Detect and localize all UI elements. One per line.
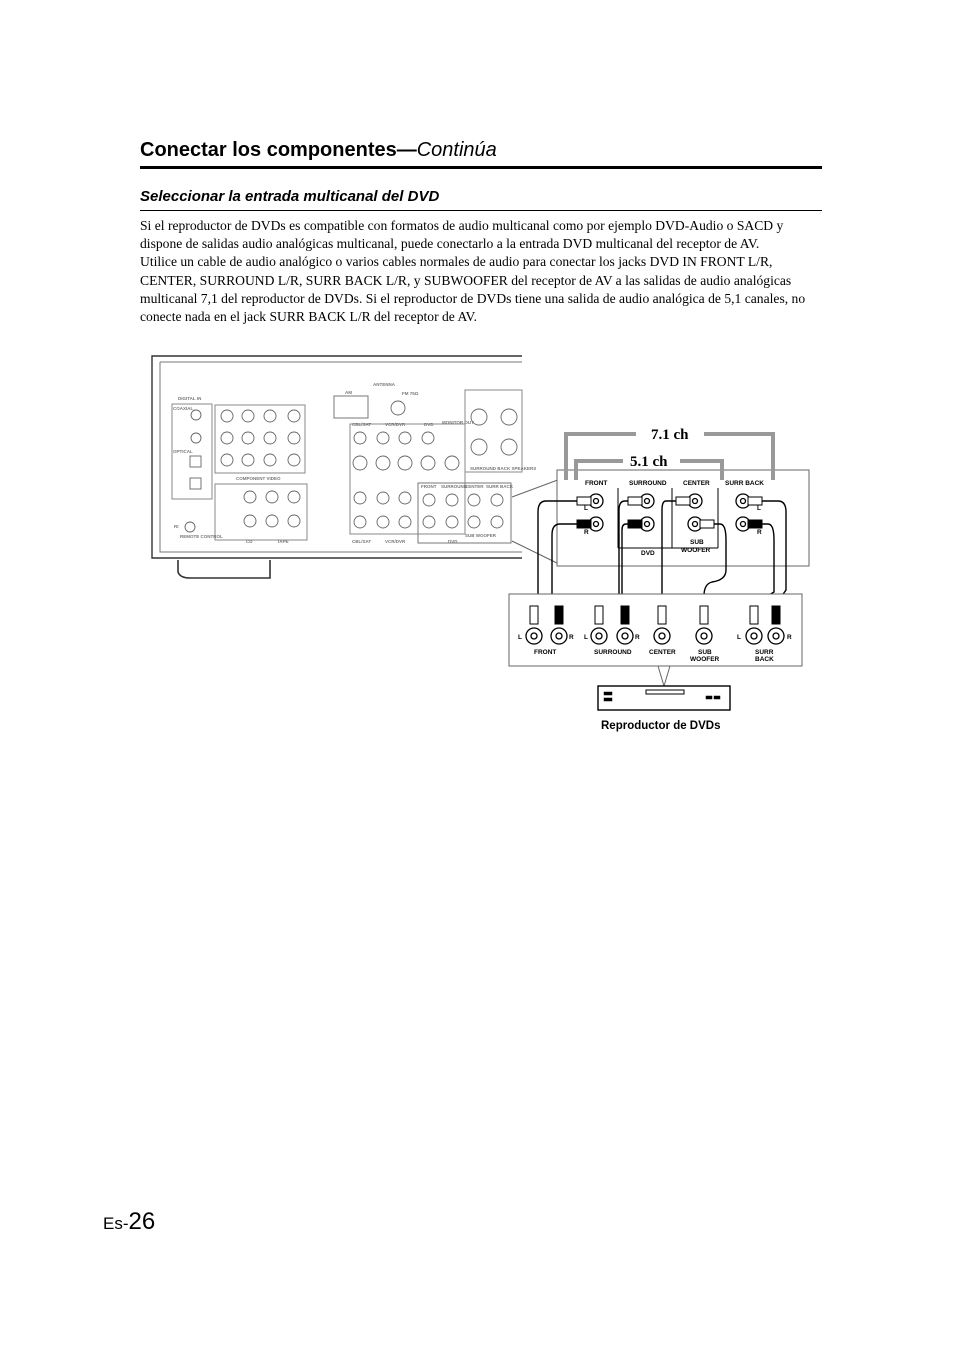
label-5-1-ch: 5.1 ch <box>630 454 668 470</box>
player-l-front: L <box>518 634 522 641</box>
panel-r-label-2: R <box>757 529 762 536</box>
player-sub-label: SUB <box>698 649 712 656</box>
player-r-surr-back: R <box>787 634 792 641</box>
body-text <box>140 217 825 326</box>
lbl-dvd-video: DVD <box>424 422 434 427</box>
lbl-ri: RI <box>174 524 179 529</box>
page-header <box>140 139 822 162</box>
panel-center-label: CENTER <box>683 480 710 487</box>
lbl-optical: OPTICAL <box>173 449 193 454</box>
player-surr-label: SURR <box>755 649 774 656</box>
panel-woofer-label: WOOFER <box>681 547 711 554</box>
receiver-rear-panel <box>152 356 522 578</box>
lbl-dvd-small: DVD <box>448 539 458 544</box>
dvd-player-icon <box>598 686 730 710</box>
panel-r-label-1: R <box>584 529 589 536</box>
player-l-surround: L <box>584 634 588 641</box>
lbl-monitor-out: MONITOR OUT <box>442 420 474 425</box>
panel-surround-label: SURROUND <box>629 480 667 487</box>
label-7-1-ch: 7.1 ch <box>651 427 689 443</box>
lbl-am: AM <box>345 390 352 395</box>
player-r-front: R <box>569 634 574 641</box>
player-r-surround: R <box>635 634 640 641</box>
panel-dvd-label: DVD <box>641 550 655 557</box>
lbl-cbl-sat: CBL/SAT <box>352 422 372 427</box>
lbl-fm: FM 75Ω <box>402 391 419 396</box>
lbl-front-small: FRONT <box>421 484 437 489</box>
page-number <box>103 1208 155 1236</box>
panel-surr-back-label: SURR BACK <box>725 480 764 487</box>
section-title: Seleccionar la entrada multicanal del DVD <box>140 188 440 205</box>
lbl-surr-back-small: SURR BACK <box>486 484 513 489</box>
lbl-tape: TAPE <box>277 539 289 544</box>
player-callout <box>658 666 670 686</box>
lbl-coaxial: COAXIAL <box>173 406 194 411</box>
lbl-sub-woofer-small: SUB WOOFER <box>465 533 496 538</box>
lbl-vcr-dvr: VCR/DVR <box>385 422 406 427</box>
lbl-remote-control: REMOTE CONTROL <box>180 534 223 539</box>
lbl-center-small: CENTER <box>465 484 484 489</box>
header-rule <box>140 166 822 169</box>
panel-sub-label: SUB <box>690 539 704 546</box>
header-title: Conectar los componentes <box>140 139 397 161</box>
page-prefix: Es- <box>103 1214 129 1233</box>
lbl-digital-in: DIGITAL IN <box>178 396 202 401</box>
paragraph-1: Si el reproductor de DVDs es compatible con formatos de audio multicanal como por ejemplo DVD-Audio o SACD y dispone de salidas audio analógicas multicanal, puede conectarlo a la entrada DVD multicanal del receptor de AV. <box>140 218 784 252</box>
connection-diagram <box>140 350 820 750</box>
player-front-label: FRONT <box>534 649 557 656</box>
paragraph-2: Utilice un cable de audio analógico o varios cables normales de audio para conectar los jacks DVD IN FRONT L/R, CENTER, SURROUND L/R, SURR BACK L/R, y SUBWOOFER del receptor de AV a las salidas de audio analógicas multicanal 7,1 del reproductor de DVDs. Si el reproductor de DVDs tiene una salida de audio analógica de 5,1 canales, no conecte nada en el jack SURR BACK L/R del receptor de AV. <box>140 254 806 325</box>
player-center-label: CENTER <box>649 649 676 656</box>
lbl-cd: CD <box>246 539 253 544</box>
lbl-antenna: ANTENNA <box>373 382 395 387</box>
player-woofer-label: WOOFER <box>690 656 720 663</box>
panel-front-label: FRONT <box>585 480 608 487</box>
panel-l-label-1: L <box>584 505 588 512</box>
page-number-value: 26 <box>128 1208 156 1235</box>
player-l-surr-back: L <box>737 634 741 641</box>
header-dash: — <box>396 139 417 161</box>
lbl-component-video: COMPONENT VIDEO <box>236 476 281 481</box>
header-continued: Continúa <box>416 139 497 161</box>
section-rule <box>140 210 822 211</box>
player-surround-label: SURROUND <box>594 649 632 656</box>
lbl-surround-back-speakers: SURROUND BACK SPEAKERS <box>470 466 537 471</box>
lbl-cbl-sat-bottom: CBL/SAT <box>352 539 372 544</box>
panel-l-label-2: L <box>757 505 761 512</box>
lbl-surround-small: SURROUND <box>441 484 468 489</box>
lbl-vcr-dvr-bottom: VCR/DVR <box>385 539 406 544</box>
dvd-player-caption: Reproductor de DVDs <box>601 720 721 732</box>
player-back-label: BACK <box>755 656 774 663</box>
